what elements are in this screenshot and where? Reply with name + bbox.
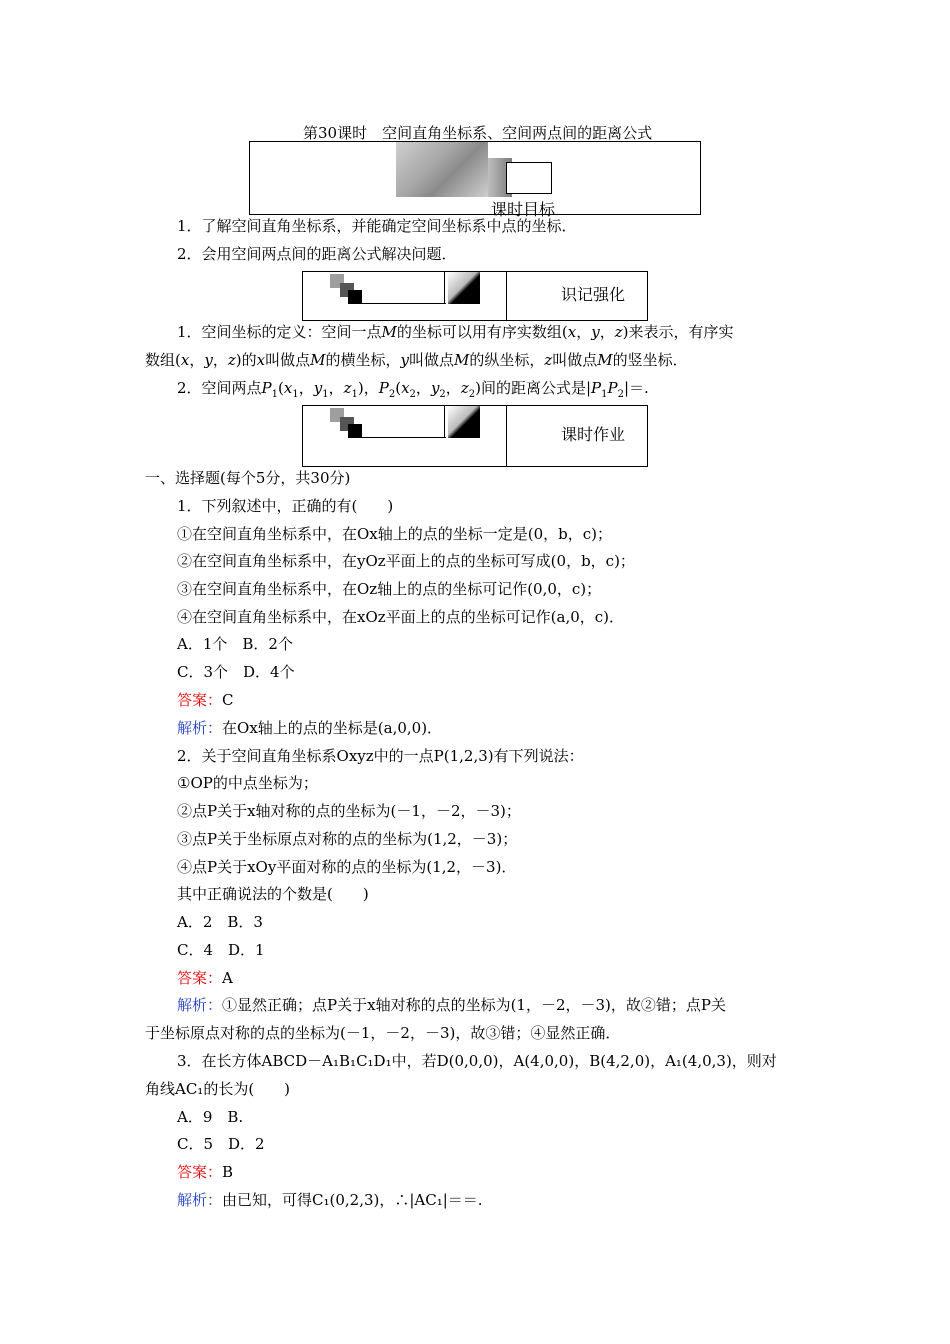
banner-memorize-label: 识记强化 <box>561 285 626 304</box>
q2-ask: 其中正确说法的个数是( ) <box>177 885 369 903</box>
answer-value: B <box>222 1163 234 1181</box>
memo-text: )的 <box>235 351 257 369</box>
memo-paragraph-1-line-1: 1．空间坐标的定义：空间一点M的坐标可以用有序实数组(x，y，z)来表示，有序实 <box>177 323 734 341</box>
q2-item-3: ③点P关于坐标原点对称的点的坐标为(1,2，－3)； <box>177 830 518 848</box>
banner-decoration-square <box>348 290 362 304</box>
goal-1: 1．了解空间直角坐标系，并能确定空间坐标系中点的坐标． <box>177 217 577 235</box>
page-title: 第30课时 空间直角坐标系、空间两点间的距离公式 <box>303 124 653 142</box>
memo-text: 的横坐标， <box>325 351 401 369</box>
q1-analysis <box>177 718 442 738</box>
banner-objectives <box>249 141 701 219</box>
banner-decoration-line <box>362 437 446 438</box>
q2-stem: 2．关于空间直角坐标系Oxyz中的一点P(1,2,3)有下列说法： <box>177 747 584 765</box>
banner-divider <box>506 272 507 320</box>
memo-text: 的竖坐标． <box>612 351 688 369</box>
answer-label: 答案： <box>177 1163 223 1181</box>
q3-stem-line-2: 角线AC₁的长为( ) <box>145 1080 291 1098</box>
banner-homework <box>302 405 648 467</box>
answer-label: 答案： <box>177 691 223 709</box>
banner-decoration-line <box>362 303 446 304</box>
q2-item-1: ①OP的中点坐标为； <box>177 774 318 792</box>
memo-text: 2．空间两点 <box>177 379 262 397</box>
q1-answer <box>177 690 234 710</box>
memo-text: 叫做点 <box>552 351 598 369</box>
q2-answer <box>177 968 233 988</box>
memo-text: 数组( <box>145 351 181 369</box>
q3-answer <box>177 1162 233 1182</box>
q1-item-3: ③在空间直角坐标系中，在Oz轴上的点的坐标可记作(0,0，c)； <box>177 580 602 598</box>
analysis-text: 由已知，可得C₁(0,2,3)，∴|AC₁|＝＝. <box>222 1191 483 1209</box>
banner-decoration-frame <box>506 162 552 194</box>
q2-analysis-line-1 <box>177 995 726 1015</box>
q3-stem-line-1: 3．在长方体ABCD－A₁B₁C₁D₁中，若D(0,0,0)，A(4,0,0)，B(4,2,0)，A₁(4,0,3)，则对 <box>177 1052 777 1070</box>
q1-options-cd: C．3个 D．4个 <box>177 663 295 681</box>
analysis-label: 解析： <box>177 1191 223 1209</box>
q1-item-1: ①在空间直角坐标系中，在Ox轴上的点的坐标一定是(0，b，c)； <box>177 525 613 543</box>
analysis-text: 在Ox轴上的点的坐标是(a,0,0)． <box>222 719 443 737</box>
memo-text: 叫做点 <box>265 351 311 369</box>
banner-decoration-square <box>348 424 362 438</box>
memo-paragraph-1-line-2: 数组(x，y，z)的x叫做点M的横坐标，y叫做点M的纵坐标，z叫做点M的竖坐标． <box>145 351 688 369</box>
memo-text: )来表示，有序实 <box>622 323 734 341</box>
analysis-label: 解析： <box>177 719 223 737</box>
q1-options-ab: A．1个 B．2个 <box>177 635 293 653</box>
q2-options-ab: A．2 B．3 <box>177 913 263 931</box>
memo-text: 1．空间坐标的定义：空间一点 <box>177 323 382 341</box>
banner-decoration-icon <box>448 272 480 304</box>
q3-options-ab: A．9 B. <box>177 1108 244 1126</box>
banner-objectives-label: 课时目标 <box>491 200 556 219</box>
answer-label: 答案： <box>177 969 223 987</box>
memo-text: 间的距离公式是| <box>480 379 592 397</box>
q2-options-cd: C．4 D．1 <box>177 941 265 959</box>
q3-options-cd: C．5 D．2 <box>177 1135 265 1153</box>
q3-analysis <box>177 1190 483 1210</box>
banner-memorize <box>302 271 648 321</box>
banner-decoration-image <box>396 142 488 197</box>
banner-divider <box>506 406 507 466</box>
q2-item-4: ④点P关于xOy平面对称的点的坐标为(1,2，－3)． <box>177 858 517 876</box>
banner-homework-label: 课时作业 <box>561 425 626 444</box>
memo-text: 叫做点 <box>408 351 454 369</box>
section-heading: 一、选择题(每个5分，共30分) <box>145 469 351 487</box>
answer-value: A <box>222 969 233 987</box>
banner-divider <box>444 272 445 304</box>
memo-text: |＝. <box>623 379 649 397</box>
banner-divider <box>444 406 445 438</box>
answer-value: C <box>222 691 234 709</box>
q2-item-2: ②点P关于x轴对称的点的坐标为(－1，－2，－3)； <box>177 802 521 820</box>
q2-analysis-line-2: 于坐标原点对称的点的坐标为(－1，－2，－3)，故③错；④显然正确． <box>145 1024 621 1042</box>
analysis-label: 解析： <box>177 996 223 1014</box>
q1-item-4: ④在空间直角坐标系中，在xOz平面上的点的坐标可记作(a,0，c)． <box>177 608 625 626</box>
q1-item-2: ②在空间直角坐标系中，在yOz平面上的点的坐标可写成(0，b，c)； <box>177 552 635 570</box>
analysis-text: ①显然正确；点P关于x轴对称的点的坐标为(1，－2，－3)，故②错；点P关 <box>222 996 726 1014</box>
memo-paragraph-2: 2．空间两点$P_1(x_1$，$y_1$，$z_1$)，$P_2(x_2$，$y_2$，$z_2$)间的距离公式是$|P_1P_2|=$. <box>177 379 649 400</box>
memo-text: 的纵坐标， <box>469 351 545 369</box>
memo-text: 的坐标可以用有序实数组( <box>396 323 568 341</box>
banner-decoration-icon <box>448 406 480 438</box>
q1-stem: 1．下列叙述中，正确的有( ) <box>177 497 394 515</box>
goal-2: 2．会用空间两点间的距离公式解决问题． <box>177 245 457 263</box>
